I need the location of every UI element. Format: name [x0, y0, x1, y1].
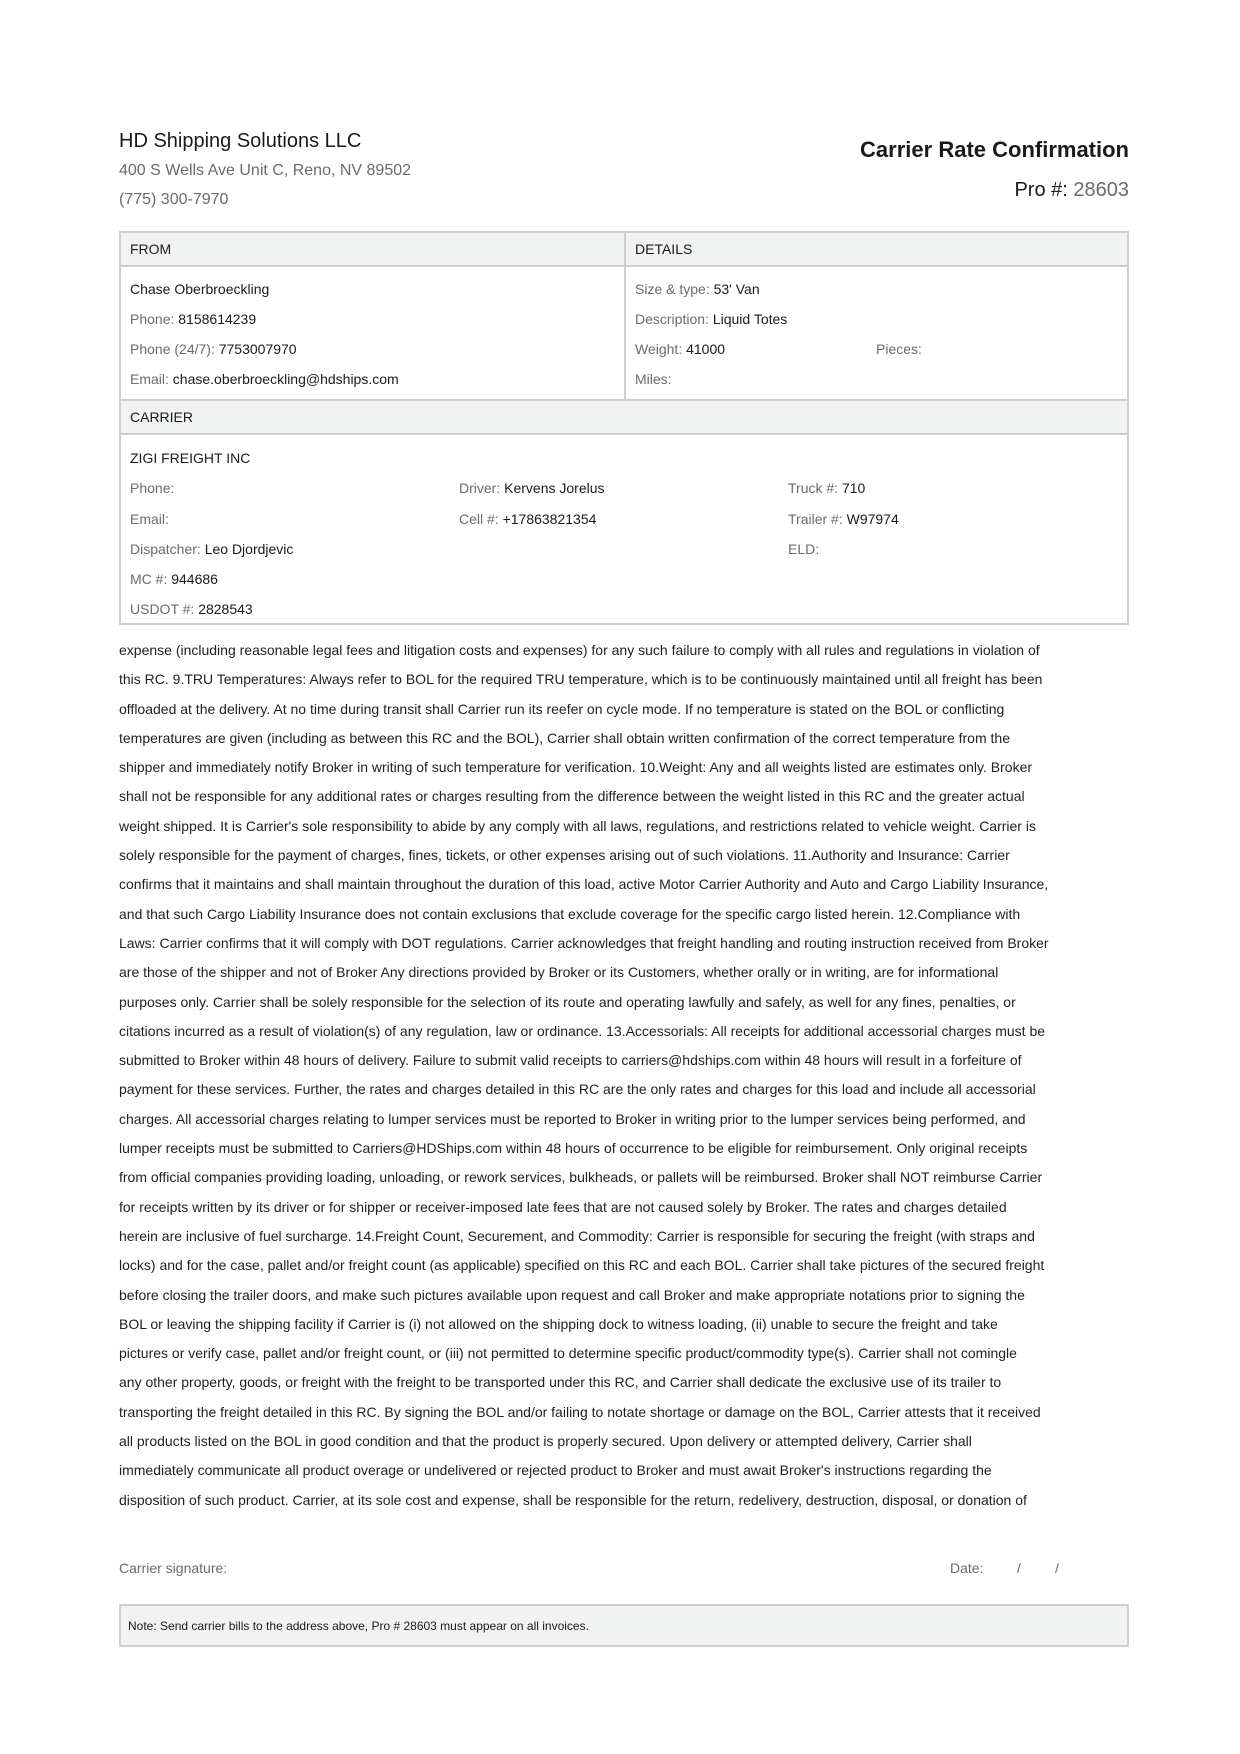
signature-date-label: Date:: [950, 1560, 984, 1576]
pro-number: [860, 177, 1129, 203]
from-heading: FROM: [121, 233, 624, 267]
terms-line: confirms that it maintains and shall maintain throughout the duration of this load, active Motor Carrier Authority and Auto and Cargo Liability Insurance,: [119, 876, 1049, 893]
terms-line: for receipts written by its driver or for shipper or receiver-imposed late fees that are not caused solely by Broker. The rates and charges detailed: [119, 1198, 1007, 1215]
info-table: [119, 231, 1129, 625]
terms-line: lumper receipts must be submitted to Carriers@HDShips.com within 48 hours of occurrence to be eligible for reimbursement. Only original receipts: [119, 1140, 1028, 1157]
details-size-type: Size & type: 53' Van: [635, 281, 760, 297]
terms-line: locks) and for the case, pallet and/or freight count (as applicable) specified on this RC and each BOL. Carrier shall take pictures of the secured freight: [119, 1257, 1045, 1274]
carrier-dispatcher: Dispatcher: Leo Djordjevic: [130, 541, 294, 557]
terms-line: solely responsible for the payment of charges, fines, tickets, or other expenses arising out of such violations. 11.Authority and Insurance: Carrier: [119, 847, 1010, 864]
terms-line: are those of the shipper and not of Broker Any directions provided by Broker or its Customers, whether orally or in writing, are for informational: [119, 964, 999, 981]
carrier-signature-label: Carrier signature:: [119, 1560, 228, 1576]
terms-line: from official companies providing loading, unloading, or rework services, bulkheads, or pallets will be reimbursed. Broker shall NOT reimburse Carrier: [119, 1169, 1043, 1186]
details-heading: DETAILS: [626, 233, 1127, 267]
terms-line: temperatures are given (including as between this RC and the BOL), Carrier shall obtain written confirmation of the correct temperature from the: [119, 729, 1010, 746]
terms-line: any other property, goods, or freight with the freight to be transported under this RC, and Carrier shall dedicate the exclusive use of its trailer to: [119, 1374, 1002, 1391]
details-weight: Weight: 41000: [635, 341, 726, 357]
from-name: Chase Oberbroeckling: [130, 281, 270, 297]
carrier-usdot: USDOT #: 2828543: [130, 601, 253, 617]
column-divider: [624, 233, 626, 401]
terms-line: shall not be responsible for any additional rates or charges resulting from the difference between the weight listed in this RC and the greater actual: [119, 788, 1025, 805]
from-phone: Phone: 8158614239: [130, 311, 257, 327]
carrier-driver: Driver: Kervens Jorelus: [459, 480, 605, 496]
carrier-truck: Truck #: 710: [788, 480, 866, 496]
carrier-email: Email:: [130, 511, 169, 527]
invoice-note: Note: Send carrier bills to the address above, Pro # 28603 must appear on all invoices.: [119, 1604, 1129, 1647]
terms-line: disposition of such product. Carrier, at its sole cost and expense, shall be responsible for the return, redelivery, destruction, disposal, or donation of: [119, 1491, 1027, 1508]
company-phone: (775) 300-7970: [119, 191, 229, 208]
from-phone-247: Phone (24/7): 7753007970: [130, 341, 297, 357]
terms-line: charges. All accessorial charges relating to lumper services must be reported to Broker in writing prior to the lumper services being performed, and: [119, 1110, 1026, 1127]
details-miles: Miles:: [635, 371, 672, 387]
terms-line: transporting the freight detailed in this RC. By signing the BOL and/or failing to notate shortage or damage on the BOL, Carrier attests that it received: [119, 1403, 1041, 1420]
company-address: 400 S Wells Ave Unit C, Reno, NV 89502: [119, 162, 412, 179]
terms-line: offloaded at the delivery. At no time during transit shall Carrier run its reefer on cycle mode. If no temperature is stated on the BOL or conflicting: [119, 700, 1005, 717]
terms-line: and that such Cargo Liability Insurance does not contain exclusions that exclude coverage for the specific cargo listed herein. 12.Compliance with: [119, 905, 1021, 922]
carrier-trailer: Trailer #: W97974: [788, 511, 899, 527]
carrier-heading: CARRIER: [121, 399, 1127, 435]
terms-line: BOL or leaving the shipping facility if Carrier is (i) not allowed on the shipping dock to witness loading, (ii) unable to secure the freight and take: [119, 1315, 998, 1332]
date-separator-2: /: [1055, 1560, 1059, 1576]
terms-line: purposes only. Carrier shall be solely responsible for the selection of its route and operating lawfully and safely, as well for any fines, penalties, or: [119, 993, 1016, 1010]
terms-line: payment for these services. Further, the rates and charges detailed in this RC are the only rates and charges for this load and include all accessorial: [119, 1081, 1036, 1098]
terms-line: all products listed on the BOL in good condition and that the product is properly secured. Upon delivery or attempted delivery, Carrier shall: [119, 1433, 972, 1450]
carrier-eld: ELD:: [788, 541, 820, 557]
details-description: Description: Liquid Totes: [635, 311, 788, 327]
title-block: [860, 136, 1129, 203]
carrier-mc: MC #: 944686: [130, 571, 218, 587]
terms-line: this RC. 9.TRU Temperatures: Always refer to BOL for the required TRU temperature, which is to be continuously maintained until all freight has been: [119, 671, 1043, 688]
terms-line: expense (including reasonable legal fees and litigation costs and expenses) for any such failure to comply with all rules and regulations in violation of: [119, 642, 1040, 658]
terms-line: citations incurred as a result of violation(s) of any regulation, law or ordinance. 13.Accessorials: All receipts for additional accessorial charges must be: [119, 1022, 1046, 1039]
document-title: Carrier Rate Confirmation: [860, 137, 1129, 162]
terms-text: [119, 636, 1139, 1515]
terms-line: before closing the trailer doors, and make such pictures available upon request and call Broker and make appropriate notations prior to signing the: [119, 1286, 1025, 1303]
terms-line: submitted to Broker within 48 hours of delivery. Failure to submit valid receipts to carriers@hdships.com within 48 hours will result in a forfeiture of: [119, 1052, 1022, 1069]
details-pieces: Pieces:: [876, 341, 922, 357]
carrier-phone: Phone:: [130, 480, 175, 496]
from-email: Email: chase.oberbroeckling@hdships.com: [130, 371, 399, 387]
terms-line: immediately communicate all product overage or undelivered or rejected product to Broker and must await Broker's instructions regarding the: [119, 1462, 992, 1479]
terms-line: Laws: Carrier confirms that it will comply with DOT regulations. Carrier acknowledges that freight handling and routing instruction received from Broker: [119, 934, 1049, 951]
company-name: HD Shipping Solutions LLC: [119, 130, 362, 152]
pro-value: 28603: [1073, 179, 1129, 201]
carrier-cell: Cell #: +17863821354: [459, 511, 597, 527]
carrier-name: ZIGI FREIGHT INC: [130, 450, 251, 466]
terms-line: weight shipped. It is Carrier's sole responsibility to abide by any comply with all laws, regulations, and restrictions related to vehicle weight. Carrier is: [119, 817, 1036, 834]
date-separator-1: /: [1017, 1560, 1021, 1576]
terms-line: shipper and immediately notify Broker in writing of such temperature for verification. 10.Weight: Any and all weights listed are estimates only. Broker: [119, 759, 1033, 776]
terms-line: pictures or verify case, pallet and/or freight count, or (iii) not permitted to determine specific product/commodity type(s). Carrier shall not comingle: [119, 1345, 1017, 1362]
terms-line: herein are inclusive of fuel surcharge. 14.Freight Count, Securement, and Commodity: Carrier is responsible for securing the freight (with straps and: [119, 1227, 1035, 1244]
pro-label: Pro #:: [1014, 179, 1068, 201]
company-block: [119, 128, 411, 211]
